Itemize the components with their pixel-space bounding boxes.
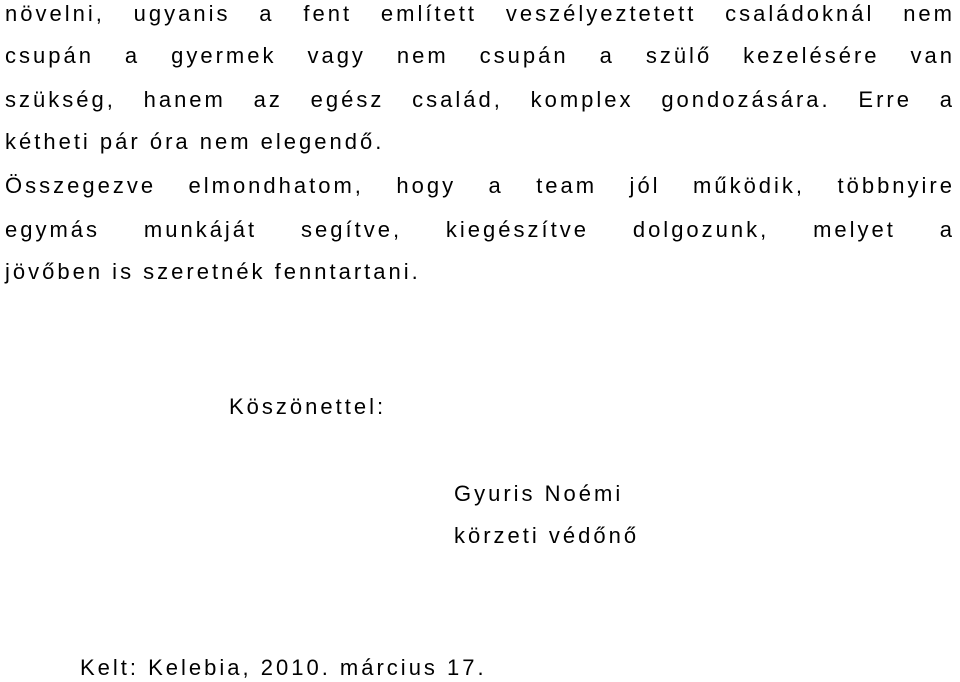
closing-salutation: Köszönettel: [229, 394, 387, 419]
paragraph-1-line-2: csupán a gyermek vagy nem csupán a szülő kezelésére van [5, 43, 955, 68]
place-and-date: Kelt: Kelebia, 2010. március 17. [80, 655, 487, 680]
paragraph-2-line-1: Összegezve elmondhatom, hogy a team jól működik, többnyire [5, 173, 955, 198]
paragraph-1-line-1: növelni, ugyanis a fent említett veszélyeztetett családoknál nem [5, 1, 955, 26]
signature-title: körzeti védőnő [454, 523, 640, 548]
signature-name: Gyuris Noémi [454, 481, 624, 506]
paragraph-2-line-3: jövőben is szeretnék fenntartani. [5, 259, 421, 284]
paragraph-2-line-2: egymás munkáját segítve, kiegészítve dolgozunk, melyet a [5, 217, 955, 242]
paragraph-1-line-4: kétheti pár óra nem elegendő. [5, 129, 385, 154]
paragraph-1-line-3: szükség, hanem az egész család, komplex gondozására. Erre a [5, 87, 955, 112]
